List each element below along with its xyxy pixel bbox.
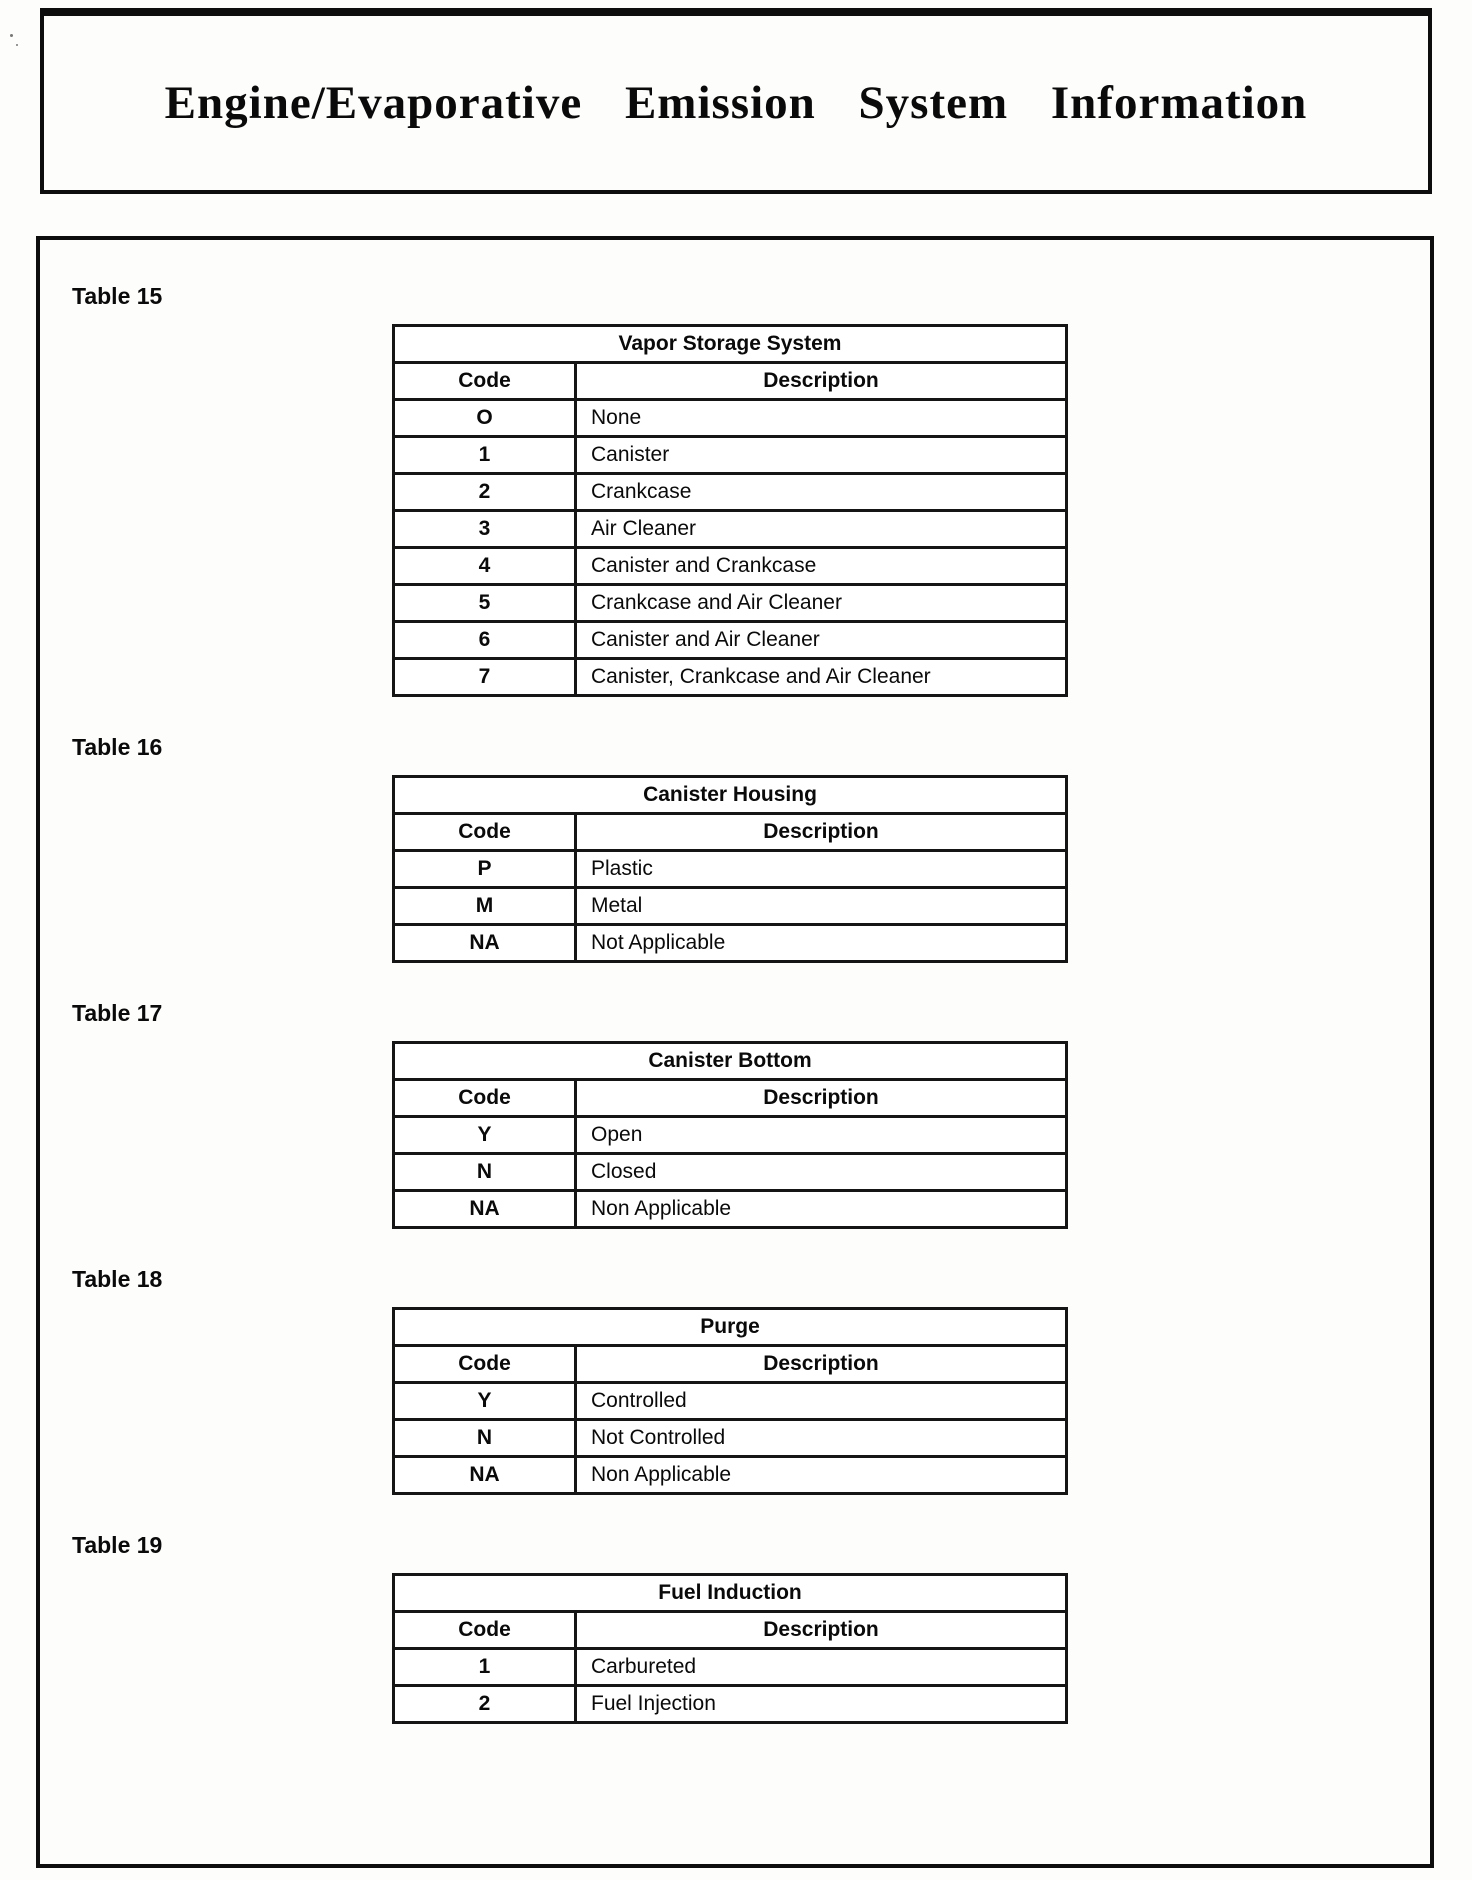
table-title: Purge [394,1309,1067,1346]
table-row [394,511,1067,548]
table-row [394,888,1067,925]
code-cell: 1 [394,437,576,474]
column-header: Code [394,363,576,400]
column-header: Description [576,1080,1067,1117]
code-cell: 4 [394,548,576,585]
table-block [70,999,1430,1229]
code-cell: N [394,1154,576,1191]
description-cell: Fuel Injection [576,1686,1067,1723]
code-cell: NA [394,925,576,962]
description-cell: Metal [576,888,1067,925]
page-title: Engine/Evaporative Emission System Information [164,77,1308,129]
description-cell: Carbureted [576,1649,1067,1686]
data-table [392,1041,1068,1229]
table-row [394,1191,1067,1228]
table-label: Table 17 [72,1000,163,1026]
column-header: Description [576,363,1067,400]
description-cell: Crankcase [576,474,1067,511]
code-cell: 7 [394,659,576,696]
code-cell: 3 [394,511,576,548]
table-title: Fuel Induction [394,1575,1067,1612]
table-label: Table 18 [72,1266,163,1292]
data-table [392,1307,1068,1495]
data-table [392,775,1068,963]
code-cell: 5 [394,585,576,622]
data-table [392,324,1068,697]
description-cell: Canister [576,437,1067,474]
description-cell: Plastic [576,851,1067,888]
column-header: Description [576,1612,1067,1649]
code-cell: P [394,851,576,888]
column-header: Code [394,1080,576,1117]
description-cell: Not Applicable [576,925,1067,962]
code-cell: NA [394,1457,576,1494]
table-row [394,1649,1067,1686]
code-cell: Y [394,1117,576,1154]
code-cell: 1 [394,1649,576,1686]
code-cell: 2 [394,1686,576,1723]
description-cell: Canister and Air Cleaner [576,622,1067,659]
table-block [70,1265,1430,1495]
code-cell: 6 [394,622,576,659]
column-header: Code [394,1346,576,1383]
table-row [394,851,1067,888]
table-label: Table 15 [72,283,163,309]
table-row [394,1117,1067,1154]
description-cell: Air Cleaner [576,511,1067,548]
column-header: Description [576,1346,1067,1383]
table-row [394,1457,1067,1494]
table-row [394,1383,1067,1420]
table-title: Canister Bottom [394,1043,1067,1080]
table-row [394,622,1067,659]
column-header: Code [394,814,576,851]
code-cell: M [394,888,576,925]
description-cell: Crankcase and Air Cleaner [576,585,1067,622]
description-cell: Closed [576,1154,1067,1191]
description-cell: Canister and Crankcase [576,548,1067,585]
table-row [394,1686,1067,1723]
code-cell: O [394,400,576,437]
code-cell: N [394,1420,576,1457]
description-cell: Not Controlled [576,1420,1067,1457]
table-row [394,659,1067,696]
code-cell: 2 [394,474,576,511]
title-box [40,8,1432,194]
description-cell: Controlled [576,1383,1067,1420]
table-row [394,548,1067,585]
table-block [70,1531,1430,1724]
table-row [394,925,1067,962]
column-header: Description [576,814,1067,851]
description-cell: Open [576,1117,1067,1154]
table-row [394,400,1067,437]
table-row [394,585,1067,622]
table-row [394,474,1067,511]
table-title: Canister Housing [394,777,1067,814]
scan-speck [10,34,13,37]
scan-speck [16,44,18,46]
description-cell: Non Applicable [576,1457,1067,1494]
table-row [394,437,1067,474]
description-cell: Non Applicable [576,1191,1067,1228]
description-cell: Canister, Crankcase and Air Cleaner [576,659,1067,696]
table-block [70,282,1430,697]
table-row [394,1420,1067,1457]
table-title: Vapor Storage System [394,326,1067,363]
code-cell: Y [394,1383,576,1420]
data-table [392,1573,1068,1724]
column-header: Code [394,1612,576,1649]
code-cell: NA [394,1191,576,1228]
table-label: Table 16 [72,734,163,760]
table-block [70,733,1430,963]
table-label: Table 19 [72,1532,163,1558]
table-row [394,1154,1067,1191]
tables-container [36,236,1434,1868]
description-cell: None [576,400,1067,437]
